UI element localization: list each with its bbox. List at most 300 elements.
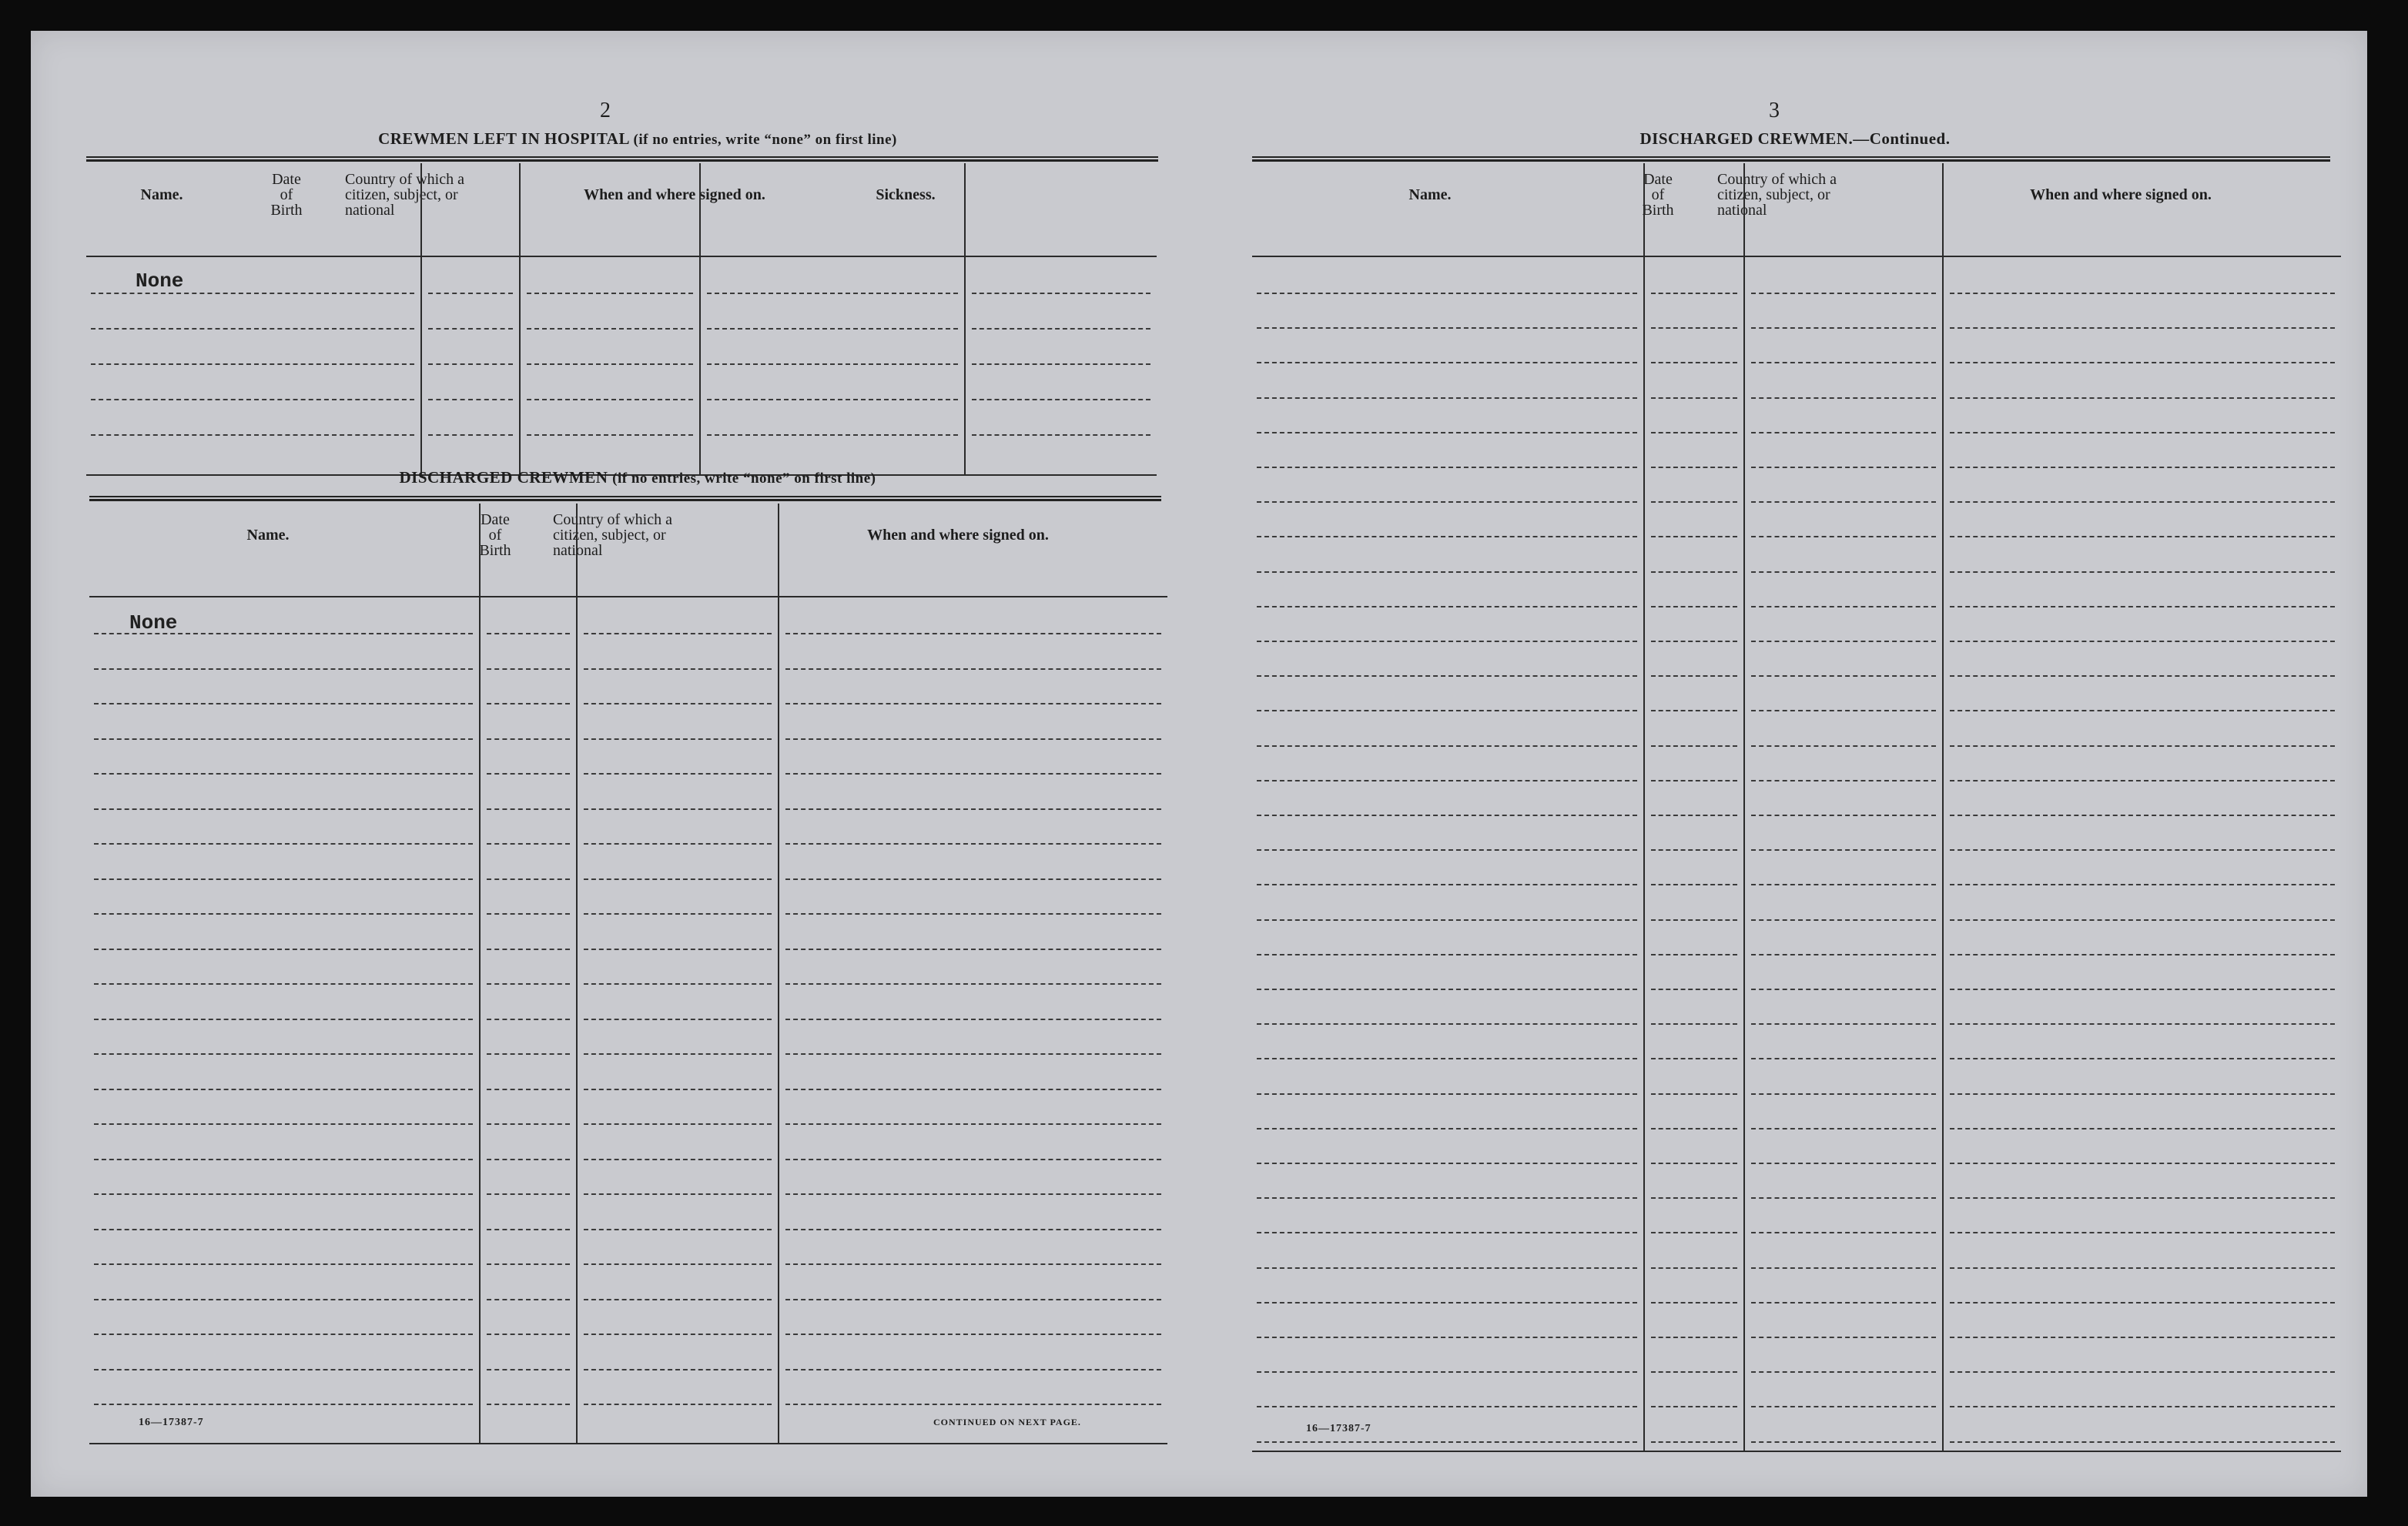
discharged-row-line <box>785 878 1161 880</box>
discharged-row-line <box>584 633 772 634</box>
right-row-line <box>1950 1128 2335 1129</box>
right-row-line <box>1751 536 1936 537</box>
right-row-line <box>1950 293 2335 294</box>
right-row-line <box>1950 1163 2335 1164</box>
right-row-line <box>1257 849 1637 851</box>
discharged-row-line <box>94 668 473 670</box>
right-row-line <box>1950 1058 2335 1059</box>
right-row-line <box>1950 849 2335 851</box>
hospital-row-line <box>91 399 414 400</box>
right-row-line <box>1751 849 1936 851</box>
right-row-line <box>1751 919 1936 921</box>
right-row-line <box>1257 1406 1637 1407</box>
right-col-divider <box>1743 163 1745 1451</box>
right-row-line <box>1651 1197 1737 1199</box>
right-row-line <box>1257 327 1637 329</box>
right-row-line <box>1751 1371 1936 1373</box>
hospital-entry-none: None <box>136 269 184 293</box>
discharged-row-line <box>487 878 570 880</box>
right-row-line <box>1257 989 1637 990</box>
right-row-line <box>1651 606 1737 607</box>
hospital-col-dob: Date of Birth <box>270 171 303 219</box>
right-row-line <box>1257 1128 1637 1129</box>
discharged-row-line <box>785 738 1161 740</box>
discharged-row-line <box>487 1263 570 1265</box>
discharged-row-line <box>785 913 1161 915</box>
right-row-line <box>1651 501 1737 503</box>
right-row-line <box>1751 675 1936 677</box>
discharged-row-line <box>487 808 570 810</box>
discharged-row-line <box>785 1193 1161 1195</box>
hospital-row-line <box>428 434 513 436</box>
right-row-line <box>1651 1232 1737 1233</box>
hospital-section-title <box>117 129 1158 149</box>
page-number-right: 3 <box>1769 99 1780 122</box>
hospital-col-signed-on: When and where signed on. <box>584 186 765 203</box>
right-row-line <box>1651 1163 1737 1164</box>
right-row-line <box>1257 536 1637 537</box>
right-row-line <box>1651 1337 1737 1338</box>
hospital-row-line <box>527 434 693 436</box>
hospital-row-line <box>972 363 1150 365</box>
discharged-row-line <box>487 703 570 704</box>
hospital-row-line <box>91 328 414 330</box>
right-row-line <box>1651 1267 1737 1269</box>
right-row-line <box>1651 1093 1737 1095</box>
right-row-line <box>1751 1441 1936 1443</box>
right-row-line <box>1651 884 1737 885</box>
discharged-row-line <box>785 1404 1161 1405</box>
right-row-line <box>1751 1337 1936 1338</box>
right-row-line <box>1751 1267 1936 1269</box>
right-row-line <box>1751 397 1936 399</box>
discharged-row-line <box>584 843 772 845</box>
right-row-line <box>1257 745 1637 747</box>
discharged-row-line <box>584 738 772 740</box>
discharged-title-text: DISCHARGED CREWMEN <box>399 468 608 487</box>
right-row-line <box>1257 1441 1637 1443</box>
discharged-row-line <box>94 878 473 880</box>
right-row-line <box>1751 1163 1936 1164</box>
right-row-line <box>1651 571 1737 573</box>
hospital-row-line <box>527 399 693 400</box>
discharged-row-line <box>584 1193 772 1195</box>
hospital-row-line <box>527 363 693 365</box>
right-row-line <box>1950 606 2335 607</box>
right-row-line <box>1651 641 1737 642</box>
hospital-col-divider <box>420 163 422 474</box>
discharged-top-rule <box>89 496 1161 501</box>
discharged-row-line <box>94 1159 473 1160</box>
right-section-title: DISCHARGED CREWMEN.—Continued. <box>1639 129 1951 148</box>
discharged-col-country: Country of which a citizen, subject, or national <box>553 511 672 559</box>
right-row-line <box>1751 571 1936 573</box>
right-row-line <box>1950 815 2335 816</box>
right-row-line <box>1950 780 2335 781</box>
right-row-line <box>1651 397 1737 399</box>
right-row-line <box>1950 432 2335 433</box>
right-header-rule <box>1252 256 2341 257</box>
right-row-line <box>1950 1267 2335 1269</box>
form-number-left: 16—17387-7 <box>139 1417 204 1428</box>
right-col-divider <box>1942 163 1944 1451</box>
right-row-line <box>1651 432 1737 433</box>
discharged-row-line <box>785 949 1161 950</box>
discharged-row-line <box>584 1053 772 1055</box>
discharged-row-line <box>584 1299 772 1300</box>
right-row-line <box>1651 780 1737 781</box>
discharged-row-line <box>785 843 1161 845</box>
discharged-row-line <box>584 949 772 950</box>
discharged-col-signed-on: When and where signed on. <box>867 527 1049 544</box>
continued-note: CONTINUED ON NEXT PAGE. <box>933 1417 1081 1427</box>
discharged-row-line <box>94 1229 473 1230</box>
form-number-right: 16—17387-7 <box>1306 1423 1371 1434</box>
discharged-row-line <box>94 843 473 845</box>
discharged-col-divider <box>576 504 578 1443</box>
right-row-line <box>1651 849 1737 851</box>
right-row-line <box>1651 1023 1737 1025</box>
right-row-line <box>1751 954 1936 955</box>
right-row-line <box>1751 1128 1936 1129</box>
discharged-row-line <box>94 1299 473 1300</box>
right-row-line <box>1751 1197 1936 1199</box>
discharged-row-line <box>584 773 772 775</box>
hospital-row-line <box>527 328 693 330</box>
discharged-row-line <box>584 703 772 704</box>
right-row-line <box>1257 1267 1637 1269</box>
right-row-line <box>1751 745 1936 747</box>
discharged-row-line <box>94 1404 473 1405</box>
right-row-line <box>1950 327 2335 329</box>
hospital-header-rule <box>86 256 1157 257</box>
right-row-line <box>1651 815 1737 816</box>
page-number-left: 2 <box>600 99 611 122</box>
hospital-col-sickness: Sickness. <box>876 186 936 203</box>
right-row-line <box>1257 1197 1637 1199</box>
right-row-line <box>1257 1163 1637 1164</box>
right-row-line <box>1751 293 1936 294</box>
discharged-row-line <box>94 1123 473 1125</box>
discharged-row-line <box>584 1159 772 1160</box>
discharged-row-line <box>94 983 473 985</box>
discharged-row-line <box>785 1053 1161 1055</box>
hospital-row-line <box>707 363 958 365</box>
right-row-line <box>1751 989 1936 990</box>
right-row-line <box>1257 467 1637 468</box>
discharged-row-line <box>584 1369 772 1370</box>
discharged-row-line <box>94 1369 473 1370</box>
discharged-row-line <box>487 843 570 845</box>
right-row-line <box>1257 641 1637 642</box>
discharged-row-line <box>785 668 1161 670</box>
hospital-row-line <box>527 293 693 294</box>
discharged-row-line <box>94 633 473 634</box>
hospital-row-line <box>707 434 958 436</box>
hospital-col-name: Name. <box>140 186 183 203</box>
discharged-row-line <box>94 738 473 740</box>
right-row-line <box>1751 501 1936 503</box>
discharged-row-line <box>487 1089 570 1090</box>
right-row-line <box>1651 745 1737 747</box>
right-row-line <box>1257 1337 1637 1338</box>
right-col-dob: Date of Birth <box>1642 171 1674 219</box>
hospital-row-line <box>428 363 513 365</box>
hospital-col-divider <box>964 163 966 474</box>
right-row-line <box>1751 1232 1936 1233</box>
right-row-line <box>1950 675 2335 677</box>
discharged-row-line <box>584 913 772 915</box>
right-row-line <box>1257 815 1637 816</box>
right-row-line <box>1950 571 2335 573</box>
discharged-row-line <box>487 913 570 915</box>
right-row-line <box>1950 884 2335 885</box>
discharged-row-line <box>584 983 772 985</box>
right-row-line <box>1751 1023 1936 1025</box>
discharged-col-divider <box>479 504 481 1443</box>
discharged-row-line <box>94 1053 473 1055</box>
hospital-row-line <box>428 328 513 330</box>
right-row-line <box>1257 1232 1637 1233</box>
right-row-line <box>1257 501 1637 503</box>
right-row-line <box>1950 1302 2335 1303</box>
discharged-row-line <box>584 1404 772 1405</box>
hospital-row-line <box>972 293 1150 294</box>
right-row-line <box>1257 1023 1637 1025</box>
right-row-line <box>1651 327 1737 329</box>
right-row-line <box>1950 919 2335 921</box>
discharged-row-line <box>94 1019 473 1020</box>
discharged-row-line <box>785 1369 1161 1370</box>
discharged-row-line <box>785 1159 1161 1160</box>
right-row-line <box>1751 780 1936 781</box>
right-row-line <box>1651 1128 1737 1129</box>
hospital-row-line <box>972 399 1150 400</box>
discharged-row-line <box>785 1089 1161 1090</box>
discharged-row-line <box>785 703 1161 704</box>
discharged-row-line <box>487 1159 570 1160</box>
right-row-line <box>1751 710 1936 711</box>
right-row-line <box>1751 467 1936 468</box>
right-row-line <box>1950 467 2335 468</box>
discharged-row-line <box>487 1193 570 1195</box>
hospital-top-rule <box>86 156 1158 162</box>
hospital-row-line <box>91 363 414 365</box>
discharged-row-line <box>487 1053 570 1055</box>
discharged-row-line <box>94 949 473 950</box>
right-row-line <box>1651 919 1737 921</box>
discharged-row-line <box>584 1229 772 1230</box>
right-row-line <box>1751 362 1936 363</box>
discharged-col-name: Name. <box>246 527 290 544</box>
right-row-line <box>1257 293 1637 294</box>
right-row-line <box>1651 989 1737 990</box>
hospital-row-line <box>91 434 414 436</box>
discharged-row-line <box>94 1334 473 1335</box>
discharged-header-rule <box>89 596 1167 597</box>
hospital-title-text: CREWMEN LEFT IN HOSPITAL <box>378 129 629 148</box>
hospital-row-line <box>707 293 958 294</box>
right-row-line <box>1257 780 1637 781</box>
right-row-line <box>1751 815 1936 816</box>
right-row-line <box>1257 571 1637 573</box>
hospital-col-divider <box>699 163 701 474</box>
discharged-row-line <box>487 1369 570 1370</box>
hospital-row-line <box>707 328 958 330</box>
discharged-table <box>89 504 1175 1443</box>
hospital-col-divider <box>519 163 521 474</box>
right-row-line <box>1950 954 2335 955</box>
right-row-line <box>1950 397 2335 399</box>
right-row-line <box>1651 1302 1737 1303</box>
hospital-row-line <box>428 399 513 400</box>
right-row-line <box>1257 1371 1637 1373</box>
discharged-row-line <box>785 1263 1161 1265</box>
right-col-country: Country of which a citizen, subject, or national <box>1717 171 1837 219</box>
right-row-line <box>1751 327 1936 329</box>
right-row-line <box>1950 1093 2335 1095</box>
right-row-line <box>1257 675 1637 677</box>
hospital-row-line <box>91 293 414 294</box>
right-row-line <box>1257 397 1637 399</box>
right-row-line <box>1751 1058 1936 1059</box>
right-row-line <box>1950 501 2335 503</box>
right-row-line <box>1257 362 1637 363</box>
right-row-line <box>1651 1371 1737 1373</box>
right-col-name: Name. <box>1408 186 1452 203</box>
right-bottom-rule <box>1252 1451 2341 1452</box>
discharged-row-line <box>785 1019 1161 1020</box>
discharged-row-line <box>94 1263 473 1265</box>
discharged-row-line <box>785 1299 1161 1300</box>
right-row-line <box>1651 362 1737 363</box>
discharged-row-line <box>785 1229 1161 1230</box>
right-row-line <box>1257 606 1637 607</box>
discharged-row-line <box>94 1193 473 1195</box>
right-row-line <box>1257 1058 1637 1059</box>
right-row-line <box>1257 1093 1637 1095</box>
right-row-line <box>1950 1023 2335 1025</box>
right-row-line <box>1950 1406 2335 1407</box>
discharged-row-line <box>487 1123 570 1125</box>
right-row-line <box>1257 1302 1637 1303</box>
discharged-row-line <box>487 773 570 775</box>
discharged-section-title <box>117 468 1158 487</box>
discharged-row-line <box>785 1123 1161 1125</box>
discharged-row-line <box>584 878 772 880</box>
discharged-row-line <box>487 1299 570 1300</box>
right-row-line <box>1651 710 1737 711</box>
right-row-line <box>1751 1093 1936 1095</box>
right-row-line <box>1751 1302 1936 1303</box>
discharged-row-line <box>785 773 1161 775</box>
form-sheet <box>31 31 2367 1497</box>
right-row-line <box>1651 467 1737 468</box>
right-row-line <box>1950 1337 2335 1338</box>
discharged-row-line <box>487 983 570 985</box>
right-row-line <box>1950 1441 2335 1443</box>
discharged-row-line <box>785 1334 1161 1335</box>
discharged-row-line <box>584 668 772 670</box>
right-row-line <box>1950 536 2335 537</box>
right-col-divider <box>1643 163 1645 1451</box>
right-row-line <box>1950 710 2335 711</box>
right-row-line <box>1751 1406 1936 1407</box>
right-row-line <box>1950 989 2335 990</box>
hospital-row-line <box>972 434 1150 436</box>
hospital-subtitle-text: (if no entries, write “none” on first line) <box>633 132 897 148</box>
discharged-row-line <box>94 703 473 704</box>
right-col-signed-on: When and where signed on. <box>2030 186 2212 203</box>
right-row-line <box>1651 293 1737 294</box>
discharged-row-line <box>487 668 570 670</box>
discharged-row-line <box>584 1089 772 1090</box>
discharged-row-line <box>584 1263 772 1265</box>
hospital-col-country: Country of which a citizen, subject, or national <box>345 171 464 219</box>
right-row-line <box>1950 745 2335 747</box>
right-row-line <box>1651 1058 1737 1059</box>
right-row-line <box>1950 1197 2335 1199</box>
discharged-row-line <box>487 1229 570 1230</box>
discharged-row-line <box>785 633 1161 634</box>
right-row-line <box>1751 432 1936 433</box>
hospital-row-line <box>972 328 1150 330</box>
right-row-line <box>1257 432 1637 433</box>
right-row-line <box>1751 641 1936 642</box>
right-row-line <box>1257 919 1637 921</box>
discharged-col-divider <box>778 504 779 1443</box>
right-row-line <box>1751 884 1936 885</box>
discharged-row-line <box>487 633 570 634</box>
discharged-row-line <box>487 1019 570 1020</box>
discharged-row-line <box>487 738 570 740</box>
right-top-rule <box>1252 156 2330 162</box>
right-row-line <box>1751 606 1936 607</box>
right-row-line <box>1651 1441 1737 1443</box>
right-row-line <box>1651 1406 1737 1407</box>
discharged-bottom-rule <box>89 1443 1167 1444</box>
discharged-row-line <box>584 808 772 810</box>
right-row-line <box>1651 954 1737 955</box>
discharged-row-line <box>785 983 1161 985</box>
right-table <box>1252 163 2346 1451</box>
discharged-row-line <box>94 808 473 810</box>
discharged-row-line <box>785 808 1161 810</box>
right-row-line <box>1257 954 1637 955</box>
hospital-row-line <box>707 399 958 400</box>
discharged-row-line <box>94 913 473 915</box>
discharged-subtitle-text: (if no entries, write “none” on first line) <box>612 470 876 487</box>
hospital-row-line <box>428 293 513 294</box>
discharged-row-line <box>584 1334 772 1335</box>
discharged-col-dob: Date of Birth <box>479 511 511 559</box>
discharged-entry-none: None <box>129 611 178 634</box>
right-row-line <box>1950 1232 2335 1233</box>
discharged-row-line <box>584 1019 772 1020</box>
right-row-line <box>1651 536 1737 537</box>
hospital-table <box>86 163 1164 479</box>
discharged-row-line <box>487 949 570 950</box>
right-row-line <box>1257 710 1637 711</box>
right-row-line <box>1257 884 1637 885</box>
discharged-row-line <box>94 1089 473 1090</box>
discharged-row-line <box>584 1123 772 1125</box>
right-row-line <box>1950 362 2335 363</box>
right-row-line <box>1651 675 1737 677</box>
discharged-row-line <box>487 1334 570 1335</box>
discharged-row-line <box>487 1404 570 1405</box>
right-row-line <box>1950 1371 2335 1373</box>
